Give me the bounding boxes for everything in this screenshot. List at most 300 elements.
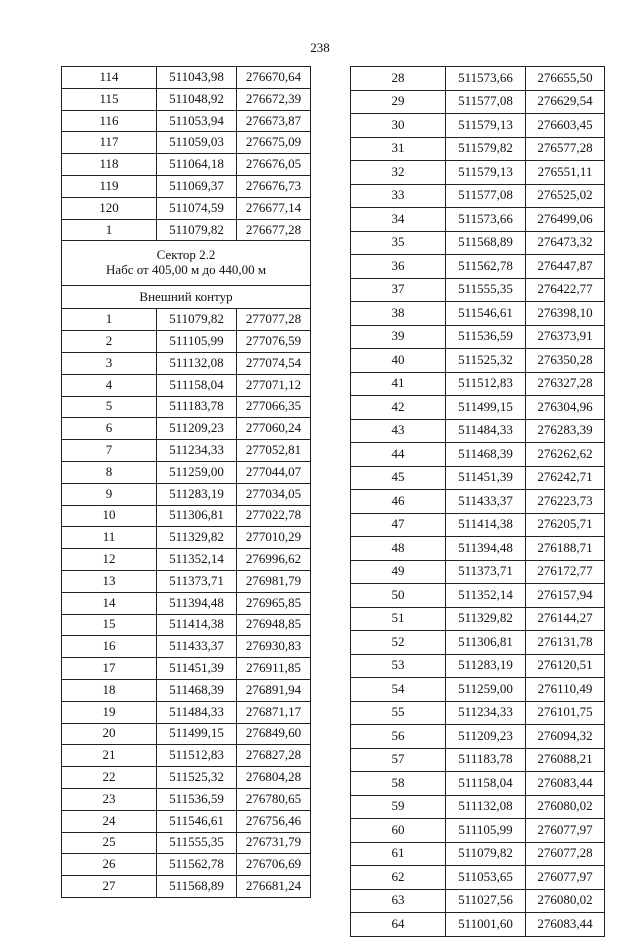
point-number-cell: 8 (62, 461, 157, 483)
point-number-cell: 42 (351, 396, 446, 420)
x-coordinate-cell: 511577,08 (446, 90, 526, 114)
x-coordinate-cell: 511079,82 (157, 309, 237, 331)
x-coordinate-cell: 511579,13 (446, 161, 526, 185)
x-coordinate-cell: 511069,37 (157, 175, 237, 197)
point-number-cell: 7 (62, 440, 157, 462)
point-number-cell: 10 (62, 505, 157, 527)
y-coordinate-cell: 276110,49 (526, 678, 605, 702)
table-row (351, 325, 605, 349)
point-number-cell: 114 (62, 67, 157, 89)
x-coordinate-cell: 511373,71 (157, 570, 237, 592)
table-row (351, 419, 605, 443)
section-title: Сектор 2.2 (156, 247, 216, 263)
point-number-cell: 20 (62, 723, 157, 745)
y-coordinate-cell: 276629,54 (526, 90, 605, 114)
y-coordinate-cell: 276077,97 (526, 819, 605, 843)
y-coordinate-cell: 277077,28 (237, 309, 311, 331)
x-coordinate-cell: 511105,99 (157, 331, 237, 353)
point-number-cell: 43 (351, 419, 446, 443)
y-coordinate-cell: 276676,73 (237, 175, 311, 197)
x-coordinate-cell: 511183,78 (157, 396, 237, 418)
table-row (351, 396, 605, 420)
y-coordinate-cell: 276080,02 (526, 889, 605, 913)
x-coordinate-cell: 511306,81 (157, 505, 237, 527)
y-coordinate-cell: 277074,54 (237, 352, 311, 374)
y-coordinate-cell: 276172,77 (526, 560, 605, 584)
x-coordinate-cell: 511306,81 (446, 631, 526, 655)
point-number-cell: 11 (62, 527, 157, 549)
table-row (351, 607, 605, 631)
coordinates-table-left (61, 66, 311, 898)
section-subtitle: Набс от 405,00 м до 440,00 м (105, 262, 267, 278)
point-number-cell: 31 (351, 137, 446, 161)
y-coordinate-cell: 276677,28 (237, 219, 311, 241)
left-table-section (62, 241, 311, 309)
point-number-cell: 1 (62, 309, 157, 331)
y-coordinate-cell: 276670,64 (237, 67, 311, 89)
table-row (62, 505, 311, 527)
y-coordinate-cell: 276447,87 (526, 255, 605, 279)
table-row (351, 90, 605, 114)
x-coordinate-cell: 511209,23 (446, 725, 526, 749)
y-coordinate-cell: 276911,85 (237, 658, 311, 680)
y-coordinate-cell: 276731,79 (237, 832, 311, 854)
y-coordinate-cell: 276077,97 (526, 866, 605, 890)
x-coordinate-cell: 511546,61 (446, 302, 526, 326)
y-coordinate-cell: 277066,35 (237, 396, 311, 418)
x-coordinate-cell: 511577,08 (446, 184, 526, 208)
contour-row (62, 286, 311, 309)
table-row (62, 592, 311, 614)
point-number-cell: 22 (62, 767, 157, 789)
table-row (62, 67, 311, 89)
x-coordinate-cell: 511484,33 (446, 419, 526, 443)
table-row (351, 584, 605, 608)
y-coordinate-cell: 277022,78 (237, 505, 311, 527)
y-coordinate-cell: 276242,71 (526, 466, 605, 490)
x-coordinate-cell: 511001,60 (446, 913, 526, 937)
x-coordinate-cell: 511132,08 (446, 795, 526, 819)
x-coordinate-cell: 511209,23 (157, 418, 237, 440)
table-row (62, 331, 311, 353)
x-coordinate-cell: 511512,83 (446, 372, 526, 396)
table-row (62, 527, 311, 549)
table-row (62, 723, 311, 745)
table-row (62, 88, 311, 110)
x-coordinate-cell: 511579,13 (446, 114, 526, 138)
table-row (351, 490, 605, 514)
x-coordinate-cell: 511451,39 (157, 658, 237, 680)
table-row (351, 255, 605, 279)
point-number-cell: 48 (351, 537, 446, 561)
point-number-cell: 120 (62, 197, 157, 219)
section-cell (62, 241, 311, 286)
y-coordinate-cell: 276101,75 (526, 701, 605, 725)
y-coordinate-cell: 276131,78 (526, 631, 605, 655)
point-number-cell: 9 (62, 483, 157, 505)
table-row (351, 443, 605, 467)
point-number-cell: 36 (351, 255, 446, 279)
x-coordinate-cell: 511234,33 (157, 440, 237, 462)
point-number-cell: 119 (62, 175, 157, 197)
y-coordinate-cell: 276223,73 (526, 490, 605, 514)
x-coordinate-cell: 511468,39 (446, 443, 526, 467)
table-row (62, 197, 311, 219)
table-row (351, 725, 605, 749)
table-row (351, 795, 605, 819)
point-number-cell: 117 (62, 132, 157, 154)
point-number-cell: 3 (62, 352, 157, 374)
table-row (62, 854, 311, 876)
x-coordinate-cell: 511394,48 (157, 592, 237, 614)
y-coordinate-cell: 276525,02 (526, 184, 605, 208)
point-number-cell: 34 (351, 208, 446, 232)
point-number-cell: 44 (351, 443, 446, 467)
x-coordinate-cell: 511105,99 (446, 819, 526, 843)
table-row (62, 614, 311, 636)
table-row (351, 866, 605, 890)
point-number-cell: 63 (351, 889, 446, 913)
table-row (62, 374, 311, 396)
y-coordinate-cell: 276655,50 (526, 67, 605, 91)
table-row (351, 701, 605, 725)
y-coordinate-cell: 276577,28 (526, 137, 605, 161)
x-coordinate-cell: 511555,35 (157, 832, 237, 854)
x-coordinate-cell: 511234,33 (446, 701, 526, 725)
table-row (62, 418, 311, 440)
point-number-cell: 39 (351, 325, 446, 349)
point-number-cell: 14 (62, 592, 157, 614)
x-coordinate-cell: 511555,35 (446, 278, 526, 302)
table-row (351, 114, 605, 138)
point-number-cell: 56 (351, 725, 446, 749)
x-coordinate-cell: 511568,89 (157, 876, 237, 898)
table-row (351, 560, 605, 584)
y-coordinate-cell: 276756,46 (237, 810, 311, 832)
y-coordinate-cell: 276965,85 (237, 592, 311, 614)
coordinates-table-right (350, 66, 605, 937)
table-row (62, 219, 311, 241)
x-coordinate-cell: 511484,33 (157, 701, 237, 723)
x-coordinate-cell: 511158,04 (446, 772, 526, 796)
y-coordinate-cell: 276930,83 (237, 636, 311, 658)
point-number-cell: 25 (62, 832, 157, 854)
x-coordinate-cell: 511512,83 (157, 745, 237, 767)
point-number-cell: 32 (351, 161, 446, 185)
x-coordinate-cell: 511158,04 (157, 374, 237, 396)
x-coordinate-cell: 511283,19 (157, 483, 237, 505)
y-coordinate-cell: 277010,29 (237, 527, 311, 549)
x-coordinate-cell: 511568,89 (446, 231, 526, 255)
x-coordinate-cell: 511183,78 (446, 748, 526, 772)
table-row (62, 658, 311, 680)
x-coordinate-cell: 511451,39 (446, 466, 526, 490)
point-number-cell: 46 (351, 490, 446, 514)
point-number-cell: 6 (62, 418, 157, 440)
point-number-cell: 51 (351, 607, 446, 631)
table-row (351, 184, 605, 208)
y-coordinate-cell: 276891,94 (237, 679, 311, 701)
table-row (351, 889, 605, 913)
point-number-cell: 118 (62, 154, 157, 176)
y-coordinate-cell: 276083,44 (526, 913, 605, 937)
point-number-cell: 45 (351, 466, 446, 490)
x-coordinate-cell: 511053,65 (446, 866, 526, 890)
point-number-cell: 29 (351, 90, 446, 114)
y-coordinate-cell: 276676,05 (237, 154, 311, 176)
x-coordinate-cell: 511468,39 (157, 679, 237, 701)
x-coordinate-cell: 511433,37 (446, 490, 526, 514)
y-coordinate-cell: 276083,44 (526, 772, 605, 796)
y-coordinate-cell: 276077,28 (526, 842, 605, 866)
table-row (62, 636, 311, 658)
section-row (62, 241, 311, 286)
x-coordinate-cell: 511043,98 (157, 67, 237, 89)
y-coordinate-cell: 277071,12 (237, 374, 311, 396)
y-coordinate-cell: 276120,51 (526, 654, 605, 678)
y-coordinate-cell: 276205,71 (526, 513, 605, 537)
x-coordinate-cell: 511433,37 (157, 636, 237, 658)
x-coordinate-cell: 511414,38 (446, 513, 526, 537)
y-coordinate-cell: 276283,39 (526, 419, 605, 443)
table-row (351, 302, 605, 326)
y-coordinate-cell: 276948,85 (237, 614, 311, 636)
point-number-cell: 54 (351, 678, 446, 702)
point-number-cell: 116 (62, 110, 157, 132)
table-row (351, 842, 605, 866)
x-coordinate-cell: 511352,14 (157, 549, 237, 571)
point-number-cell: 47 (351, 513, 446, 537)
x-coordinate-cell: 511079,82 (157, 219, 237, 241)
y-coordinate-cell: 277076,59 (237, 331, 311, 353)
y-coordinate-cell: 276080,02 (526, 795, 605, 819)
table-row (351, 67, 605, 91)
x-coordinate-cell: 511329,82 (446, 607, 526, 631)
y-coordinate-cell: 277052,81 (237, 440, 311, 462)
table-row (351, 137, 605, 161)
y-coordinate-cell: 277060,24 (237, 418, 311, 440)
table-row (351, 513, 605, 537)
x-coordinate-cell: 511079,82 (446, 842, 526, 866)
point-number-cell: 19 (62, 701, 157, 723)
y-coordinate-cell: 277034,05 (237, 483, 311, 505)
x-coordinate-cell: 511525,32 (446, 349, 526, 373)
point-number-cell: 33 (351, 184, 446, 208)
table-row (62, 132, 311, 154)
y-coordinate-cell: 276144,27 (526, 607, 605, 631)
point-number-cell: 61 (351, 842, 446, 866)
table-row (351, 631, 605, 655)
x-coordinate-cell: 511536,59 (446, 325, 526, 349)
table-row (62, 154, 311, 176)
y-coordinate-cell: 276088,21 (526, 748, 605, 772)
point-number-cell: 28 (351, 67, 446, 91)
table-row (62, 352, 311, 374)
y-coordinate-cell: 276996,62 (237, 549, 311, 571)
y-coordinate-cell: 276673,87 (237, 110, 311, 132)
page-number: 238 (310, 40, 330, 55)
point-number-cell: 41 (351, 372, 446, 396)
point-number-cell: 16 (62, 636, 157, 658)
y-coordinate-cell: 276398,10 (526, 302, 605, 326)
y-coordinate-cell: 276422,77 (526, 278, 605, 302)
y-coordinate-cell: 276327,28 (526, 372, 605, 396)
point-number-cell: 18 (62, 679, 157, 701)
y-coordinate-cell: 276473,32 (526, 231, 605, 255)
table-row (62, 810, 311, 832)
y-coordinate-cell: 276780,65 (237, 788, 311, 810)
y-coordinate-cell: 276672,39 (237, 88, 311, 110)
point-number-cell: 21 (62, 745, 157, 767)
x-coordinate-cell: 511562,78 (446, 255, 526, 279)
y-coordinate-cell: 276094,32 (526, 725, 605, 749)
x-coordinate-cell: 511352,14 (446, 584, 526, 608)
point-number-cell: 57 (351, 748, 446, 772)
x-coordinate-cell: 511074,59 (157, 197, 237, 219)
point-number-cell: 37 (351, 278, 446, 302)
x-coordinate-cell: 511525,32 (157, 767, 237, 789)
point-number-cell: 49 (351, 560, 446, 584)
table-row (62, 745, 311, 767)
point-number-cell: 38 (351, 302, 446, 326)
point-number-cell: 53 (351, 654, 446, 678)
y-coordinate-cell: 277044,07 (237, 461, 311, 483)
x-coordinate-cell: 511259,00 (446, 678, 526, 702)
x-coordinate-cell: 511414,38 (157, 614, 237, 636)
point-number-cell: 4 (62, 374, 157, 396)
x-coordinate-cell: 511499,15 (157, 723, 237, 745)
point-number-cell: 26 (62, 854, 157, 876)
table-row (62, 767, 311, 789)
table-row (62, 570, 311, 592)
point-number-cell: 64 (351, 913, 446, 937)
y-coordinate-cell: 276499,06 (526, 208, 605, 232)
x-coordinate-cell: 511259,00 (157, 461, 237, 483)
y-coordinate-cell: 276262,62 (526, 443, 605, 467)
table-row (351, 466, 605, 490)
point-number-cell: 50 (351, 584, 446, 608)
table-row (62, 549, 311, 571)
right-table-body (351, 67, 605, 937)
table-row (351, 161, 605, 185)
table-row (351, 772, 605, 796)
point-number-cell: 59 (351, 795, 446, 819)
point-number-cell: 15 (62, 614, 157, 636)
table-row (351, 349, 605, 373)
x-coordinate-cell: 511573,66 (446, 208, 526, 232)
x-coordinate-cell: 511059,03 (157, 132, 237, 154)
table-row (351, 231, 605, 255)
table-row (351, 654, 605, 678)
table-row (62, 701, 311, 723)
y-coordinate-cell: 276373,91 (526, 325, 605, 349)
table-row (62, 679, 311, 701)
x-coordinate-cell: 511536,59 (157, 788, 237, 810)
point-number-cell: 58 (351, 772, 446, 796)
x-coordinate-cell: 511373,71 (446, 560, 526, 584)
table-row (62, 309, 311, 331)
point-number-cell: 5 (62, 396, 157, 418)
point-number-cell: 27 (62, 876, 157, 898)
x-coordinate-cell: 511064,18 (157, 154, 237, 176)
point-number-cell: 1 (62, 219, 157, 241)
y-coordinate-cell: 276827,28 (237, 745, 311, 767)
y-coordinate-cell: 276804,28 (237, 767, 311, 789)
table-row (351, 913, 605, 937)
point-number-cell: 23 (62, 788, 157, 810)
x-coordinate-cell: 511573,66 (446, 67, 526, 91)
table-row (351, 208, 605, 232)
table-row (62, 483, 311, 505)
table-row (62, 461, 311, 483)
table-row (351, 819, 605, 843)
point-number-cell: 55 (351, 701, 446, 725)
x-coordinate-cell: 511579,82 (446, 137, 526, 161)
y-coordinate-cell: 276188,71 (526, 537, 605, 561)
point-number-cell: 60 (351, 819, 446, 843)
x-coordinate-cell: 511132,08 (157, 352, 237, 374)
y-coordinate-cell: 276603,45 (526, 114, 605, 138)
table-row (62, 110, 311, 132)
y-coordinate-cell: 276677,14 (237, 197, 311, 219)
table-row (351, 278, 605, 302)
point-number-cell: 52 (351, 631, 446, 655)
point-number-cell: 30 (351, 114, 446, 138)
contour-title: Внешний контур (62, 286, 311, 309)
table-row (62, 175, 311, 197)
x-coordinate-cell: 511048,92 (157, 88, 237, 110)
y-coordinate-cell: 276551,11 (526, 161, 605, 185)
y-coordinate-cell: 276157,94 (526, 584, 605, 608)
y-coordinate-cell: 276681,24 (237, 876, 311, 898)
y-coordinate-cell: 276675,09 (237, 132, 311, 154)
x-coordinate-cell: 511027,56 (446, 889, 526, 913)
table-row (351, 748, 605, 772)
point-number-cell: 12 (62, 549, 157, 571)
point-number-cell: 13 (62, 570, 157, 592)
x-coordinate-cell: 511562,78 (157, 854, 237, 876)
table-row (351, 372, 605, 396)
x-coordinate-cell: 511394,48 (446, 537, 526, 561)
table-row (62, 440, 311, 462)
y-coordinate-cell: 276706,69 (237, 854, 311, 876)
y-coordinate-cell: 276871,17 (237, 701, 311, 723)
point-number-cell: 62 (351, 866, 446, 890)
x-coordinate-cell: 511053,94 (157, 110, 237, 132)
point-number-cell: 2 (62, 331, 157, 353)
table-row (62, 396, 311, 418)
point-number-cell: 40 (351, 349, 446, 373)
left-table-body-before (62, 67, 311, 241)
point-number-cell: 17 (62, 658, 157, 680)
point-number-cell: 35 (351, 231, 446, 255)
y-coordinate-cell: 276981,79 (237, 570, 311, 592)
y-coordinate-cell: 276304,96 (526, 396, 605, 420)
x-coordinate-cell: 511329,82 (157, 527, 237, 549)
point-number-cell: 115 (62, 88, 157, 110)
table-row (62, 788, 311, 810)
point-number-cell: 24 (62, 810, 157, 832)
y-coordinate-cell: 276350,28 (526, 349, 605, 373)
y-coordinate-cell: 276849,60 (237, 723, 311, 745)
x-coordinate-cell: 511283,19 (446, 654, 526, 678)
x-coordinate-cell: 511499,15 (446, 396, 526, 420)
table-row (351, 678, 605, 702)
x-coordinate-cell: 511546,61 (157, 810, 237, 832)
table-row (351, 537, 605, 561)
table-row (62, 876, 311, 898)
left-table-body-after (62, 309, 311, 898)
